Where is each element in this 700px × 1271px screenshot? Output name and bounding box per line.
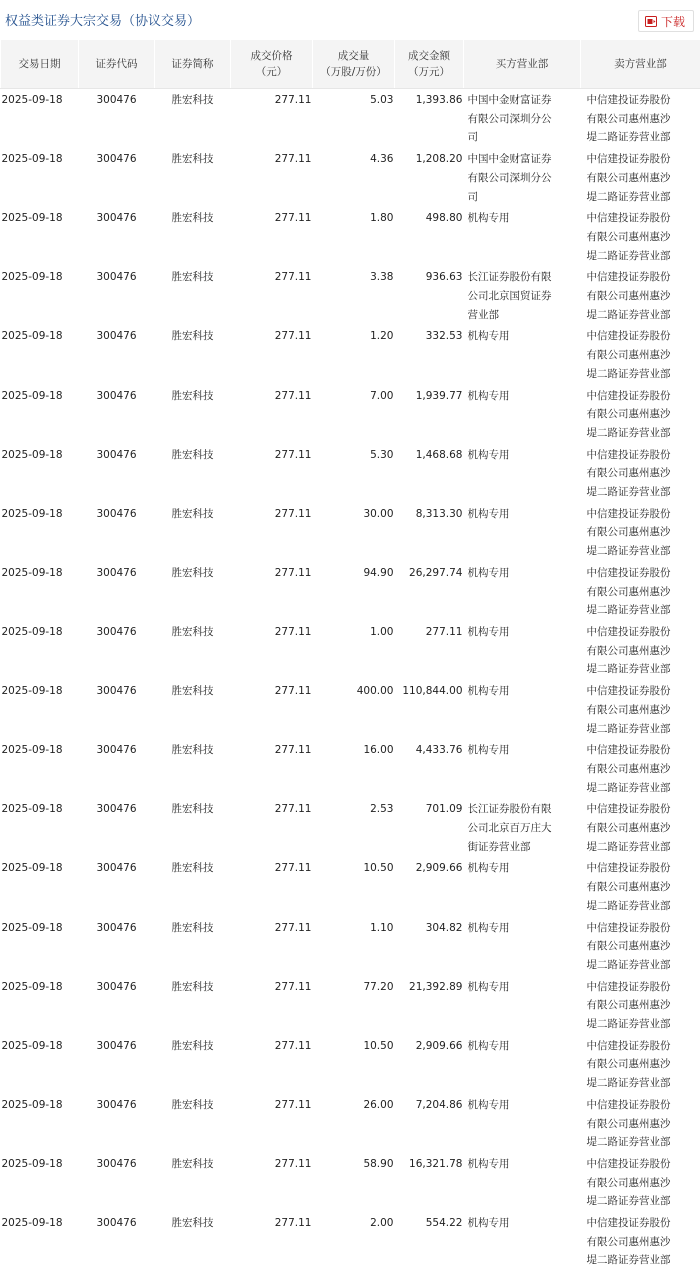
cell-volume: 30.00 (313, 502, 395, 561)
cell-name: 胜宏科技 (155, 207, 231, 266)
cell-price: 277.11 (231, 89, 313, 148)
cell-amount: 7,204.86 (395, 1093, 464, 1152)
cell-name: 胜宏科技 (155, 1212, 231, 1271)
cell-price: 277.11 (231, 798, 313, 857)
cell-buyer: 机构专用 (464, 207, 581, 266)
page-header (0, 0, 700, 38)
cell-seller: 中信建投证券股份有限公司惠州惠沙堤二路证券营业部 (581, 148, 700, 207)
cell-buyer: 机构专用 (464, 561, 581, 620)
cell-volume: 4.36 (313, 148, 395, 207)
cell-seller: 中信建投证券股份有限公司惠州惠沙堤二路证券营业部 (581, 89, 700, 148)
cell-price: 277.11 (231, 620, 313, 679)
cell-amount: 701.09 (395, 798, 464, 857)
cell-date: 2025-09-18 (1, 857, 79, 916)
table-row (1, 1212, 700, 1271)
table-row (1, 561, 700, 620)
cell-price: 277.11 (231, 739, 313, 798)
cell-price: 277.11 (231, 1034, 313, 1093)
cell-price: 277.11 (231, 1152, 313, 1211)
cell-buyer: 机构专用 (464, 1212, 581, 1271)
cell-amount: 1,393.86 (395, 89, 464, 148)
cell-volume: 10.50 (313, 857, 395, 916)
cell-date: 2025-09-18 (1, 148, 79, 207)
cell-buyer: 机构专用 (464, 384, 581, 443)
table-row (1, 857, 700, 916)
cell-price: 277.11 (231, 266, 313, 325)
cell-buyer: 机构专用 (464, 680, 581, 739)
cell-amount: 304.82 (395, 916, 464, 975)
table-row (1, 620, 700, 679)
cell-name: 胜宏科技 (155, 680, 231, 739)
cell-date: 2025-09-18 (1, 1093, 79, 1152)
cell-buyer: 中国中金财富证券有限公司深圳分公司 (464, 89, 581, 148)
cell-date: 2025-09-18 (1, 1212, 79, 1271)
cell-name: 胜宏科技 (155, 502, 231, 561)
cell-date: 2025-09-18 (1, 207, 79, 266)
cell-name: 胜宏科技 (155, 1093, 231, 1152)
cell-date: 2025-09-18 (1, 266, 79, 325)
table-row (1, 384, 700, 443)
cell-name: 胜宏科技 (155, 1034, 231, 1093)
table-row (1, 739, 700, 798)
cell-date: 2025-09-18 (1, 502, 79, 561)
cell-name: 胜宏科技 (155, 1152, 231, 1211)
col-header-buyer[interactable]: 买方营业部 (464, 40, 581, 89)
cell-volume: 77.20 (313, 975, 395, 1034)
cell-date: 2025-09-18 (1, 443, 79, 502)
cell-seller: 中信建投证券股份有限公司惠州惠沙堤二路证券营业部 (581, 207, 700, 266)
cell-price: 277.11 (231, 1212, 313, 1271)
col-header-price[interactable]: 成交价格 （元） (231, 40, 313, 89)
cell-name: 胜宏科技 (155, 89, 231, 148)
table-row (1, 325, 700, 384)
cell-date: 2025-09-18 (1, 798, 79, 857)
cell-amount: 277.11 (395, 620, 464, 679)
cell-volume: 5.03 (313, 89, 395, 148)
cell-code: 300476 (79, 502, 155, 561)
cell-seller: 中信建投证券股份有限公司惠州惠沙堤二路证券营业部 (581, 561, 700, 620)
cell-seller: 中信建投证券股份有限公司惠州惠沙堤二路证券营业部 (581, 266, 700, 325)
cell-volume: 26.00 (313, 1093, 395, 1152)
cell-buyer: 长江证券股份有限公司北京百万庄大街证券营业部 (464, 798, 581, 857)
cell-date: 2025-09-18 (1, 620, 79, 679)
table-row (1, 502, 700, 561)
cell-volume: 1.00 (313, 620, 395, 679)
cell-seller: 中信建投证券股份有限公司惠州惠沙堤二路证券营业部 (581, 325, 700, 384)
cell-name: 胜宏科技 (155, 384, 231, 443)
cell-name: 胜宏科技 (155, 798, 231, 857)
cell-volume: 94.90 (313, 561, 395, 620)
cell-buyer: 机构专用 (464, 1034, 581, 1093)
cell-date: 2025-09-18 (1, 916, 79, 975)
cell-volume: 10.50 (313, 1034, 395, 1093)
cell-date: 2025-09-18 (1, 739, 79, 798)
cell-seller: 中信建投证券股份有限公司惠州惠沙堤二路证券营业部 (581, 798, 700, 857)
cell-seller: 中信建投证券股份有限公司惠州惠沙堤二路证券营业部 (581, 1034, 700, 1093)
cell-price: 277.11 (231, 1093, 313, 1152)
cell-buyer: 机构专用 (464, 443, 581, 502)
cell-seller: 中信建投证券股份有限公司惠州惠沙堤二路证券营业部 (581, 680, 700, 739)
cell-name: 胜宏科技 (155, 561, 231, 620)
cell-price: 277.11 (231, 975, 313, 1034)
col-header-seller[interactable]: 卖方营业部 (581, 40, 700, 89)
cell-code: 300476 (79, 207, 155, 266)
cell-buyer: 中国中金财富证券有限公司深圳分公司 (464, 148, 581, 207)
download-button[interactable] (638, 10, 694, 32)
cell-price: 277.11 (231, 680, 313, 739)
cell-name: 胜宏科技 (155, 325, 231, 384)
cell-code: 300476 (79, 1212, 155, 1271)
cell-code: 300476 (79, 975, 155, 1034)
cell-date: 2025-09-18 (1, 384, 79, 443)
table-row (1, 443, 700, 502)
cell-buyer: 机构专用 (464, 739, 581, 798)
cell-amount: 2,909.66 (395, 857, 464, 916)
cell-amount: 1,468.68 (395, 443, 464, 502)
cell-code: 300476 (79, 620, 155, 679)
cell-seller: 中信建投证券股份有限公司惠州惠沙堤二路证券营业部 (581, 1212, 700, 1271)
cell-seller: 中信建投证券股份有限公司惠州惠沙堤二路证券营业部 (581, 975, 700, 1034)
cell-amount: 4,433.76 (395, 739, 464, 798)
cell-price: 277.11 (231, 443, 313, 502)
cell-amount: 1,208.20 (395, 148, 464, 207)
cell-code: 300476 (79, 916, 155, 975)
cell-date: 2025-09-18 (1, 1034, 79, 1093)
cell-amount: 2,909.66 (395, 1034, 464, 1093)
cell-seller: 中信建投证券股份有限公司惠州惠沙堤二路证券营业部 (581, 443, 700, 502)
cell-seller: 中信建投证券股份有限公司惠州惠沙堤二路证券营业部 (581, 384, 700, 443)
cell-name: 胜宏科技 (155, 266, 231, 325)
table-row (1, 975, 700, 1034)
cell-buyer: 机构专用 (464, 857, 581, 916)
table-row (1, 207, 700, 266)
cell-amount: 936.63 (395, 266, 464, 325)
cell-amount: 554.22 (395, 1212, 464, 1271)
cell-code: 300476 (79, 443, 155, 502)
cell-amount: 8,313.30 (395, 502, 464, 561)
cell-price: 277.11 (231, 857, 313, 916)
table-row (1, 148, 700, 207)
table-row (1, 1093, 700, 1152)
cell-date: 2025-09-18 (1, 325, 79, 384)
cell-volume: 2.00 (313, 1212, 395, 1271)
cell-volume: 58.90 (313, 1152, 395, 1211)
cell-seller: 中信建投证券股份有限公司惠州惠沙堤二路证券营业部 (581, 502, 700, 561)
cell-amount: 16,321.78 (395, 1152, 464, 1211)
cell-name: 胜宏科技 (155, 443, 231, 502)
cell-date: 2025-09-18 (1, 680, 79, 739)
cell-amount: 110,844.00 (395, 680, 464, 739)
cell-name: 胜宏科技 (155, 857, 231, 916)
cell-code: 300476 (79, 1152, 155, 1211)
cell-name: 胜宏科技 (155, 148, 231, 207)
col-header-name[interactable]: 证券简称 (155, 40, 231, 89)
cell-name: 胜宏科技 (155, 916, 231, 975)
cell-price: 277.11 (231, 148, 313, 207)
cell-price: 277.11 (231, 384, 313, 443)
cell-code: 300476 (79, 325, 155, 384)
cell-code: 300476 (79, 561, 155, 620)
download-label: 下载 (661, 13, 685, 30)
table-row (1, 680, 700, 739)
cell-volume: 7.00 (313, 384, 395, 443)
cell-name: 胜宏科技 (155, 739, 231, 798)
cell-code: 300476 (79, 739, 155, 798)
cell-name: 胜宏科技 (155, 975, 231, 1034)
cell-buyer: 机构专用 (464, 325, 581, 384)
cell-buyer: 机构专用 (464, 1152, 581, 1211)
cell-amount: 21,392.89 (395, 975, 464, 1034)
cell-seller: 中信建投证券股份有限公司惠州惠沙堤二路证券营业部 (581, 739, 700, 798)
cell-code: 300476 (79, 1093, 155, 1152)
cell-amount: 1,939.77 (395, 384, 464, 443)
cell-seller: 中信建投证券股份有限公司惠州惠沙堤二路证券营业部 (581, 857, 700, 916)
cell-code: 300476 (79, 857, 155, 916)
table-header-row (1, 40, 700, 89)
block-trade-table (0, 40, 700, 1271)
cell-code: 300476 (79, 148, 155, 207)
table-row (1, 916, 700, 975)
col-header-code[interactable]: 证券代码 (79, 40, 155, 89)
cell-buyer: 机构专用 (464, 1093, 581, 1152)
cell-code: 300476 (79, 266, 155, 325)
cell-code: 300476 (79, 384, 155, 443)
cell-amount: 332.53 (395, 325, 464, 384)
cell-date: 2025-09-18 (1, 975, 79, 1034)
cell-amount: 26,297.74 (395, 561, 464, 620)
cell-volume: 2.53 (313, 798, 395, 857)
cell-buyer: 机构专用 (464, 916, 581, 975)
cell-date: 2025-09-18 (1, 89, 79, 148)
cell-seller: 中信建投证券股份有限公司惠州惠沙堤二路证券营业部 (581, 620, 700, 679)
download-icon (645, 16, 657, 27)
cell-volume: 5.30 (313, 443, 395, 502)
cell-date: 2025-09-18 (1, 1152, 79, 1211)
cell-price: 277.11 (231, 207, 313, 266)
cell-volume: 16.00 (313, 739, 395, 798)
cell-seller: 中信建投证券股份有限公司惠州惠沙堤二路证券营业部 (581, 916, 700, 975)
table-row (1, 89, 700, 148)
cell-buyer: 机构专用 (464, 502, 581, 561)
cell-name: 胜宏科技 (155, 620, 231, 679)
cell-price: 277.11 (231, 502, 313, 561)
cell-date: 2025-09-18 (1, 561, 79, 620)
cell-seller: 中信建投证券股份有限公司惠州惠沙堤二路证券营业部 (581, 1152, 700, 1211)
cell-volume: 1.10 (313, 916, 395, 975)
table-row (1, 1034, 700, 1093)
table-row (1, 798, 700, 857)
cell-price: 277.11 (231, 916, 313, 975)
cell-volume: 1.80 (313, 207, 395, 266)
cell-buyer: 长江证券股份有限公司北京国贸证券营业部 (464, 266, 581, 325)
col-header-amount[interactable]: 成交金额 （万元） (395, 40, 464, 89)
cell-code: 300476 (79, 798, 155, 857)
cell-volume: 400.00 (313, 680, 395, 739)
cell-volume: 3.38 (313, 266, 395, 325)
cell-code: 300476 (79, 89, 155, 148)
table-row (1, 1152, 700, 1211)
cell-seller: 中信建投证券股份有限公司惠州惠沙堤二路证券营业部 (581, 1093, 700, 1152)
page-title: 权益类证券大宗交易（协议交易） (5, 10, 200, 29)
cell-amount: 498.80 (395, 207, 464, 266)
table-row (1, 266, 700, 325)
cell-volume: 1.20 (313, 325, 395, 384)
cell-code: 300476 (79, 1034, 155, 1093)
cell-buyer: 机构专用 (464, 975, 581, 1034)
col-header-volume[interactable]: 成交量 （万股/万份） (313, 40, 395, 89)
cell-buyer: 机构专用 (464, 620, 581, 679)
col-header-date[interactable]: 交易日期 (1, 40, 79, 89)
cell-price: 277.11 (231, 325, 313, 384)
cell-code: 300476 (79, 680, 155, 739)
cell-price: 277.11 (231, 561, 313, 620)
